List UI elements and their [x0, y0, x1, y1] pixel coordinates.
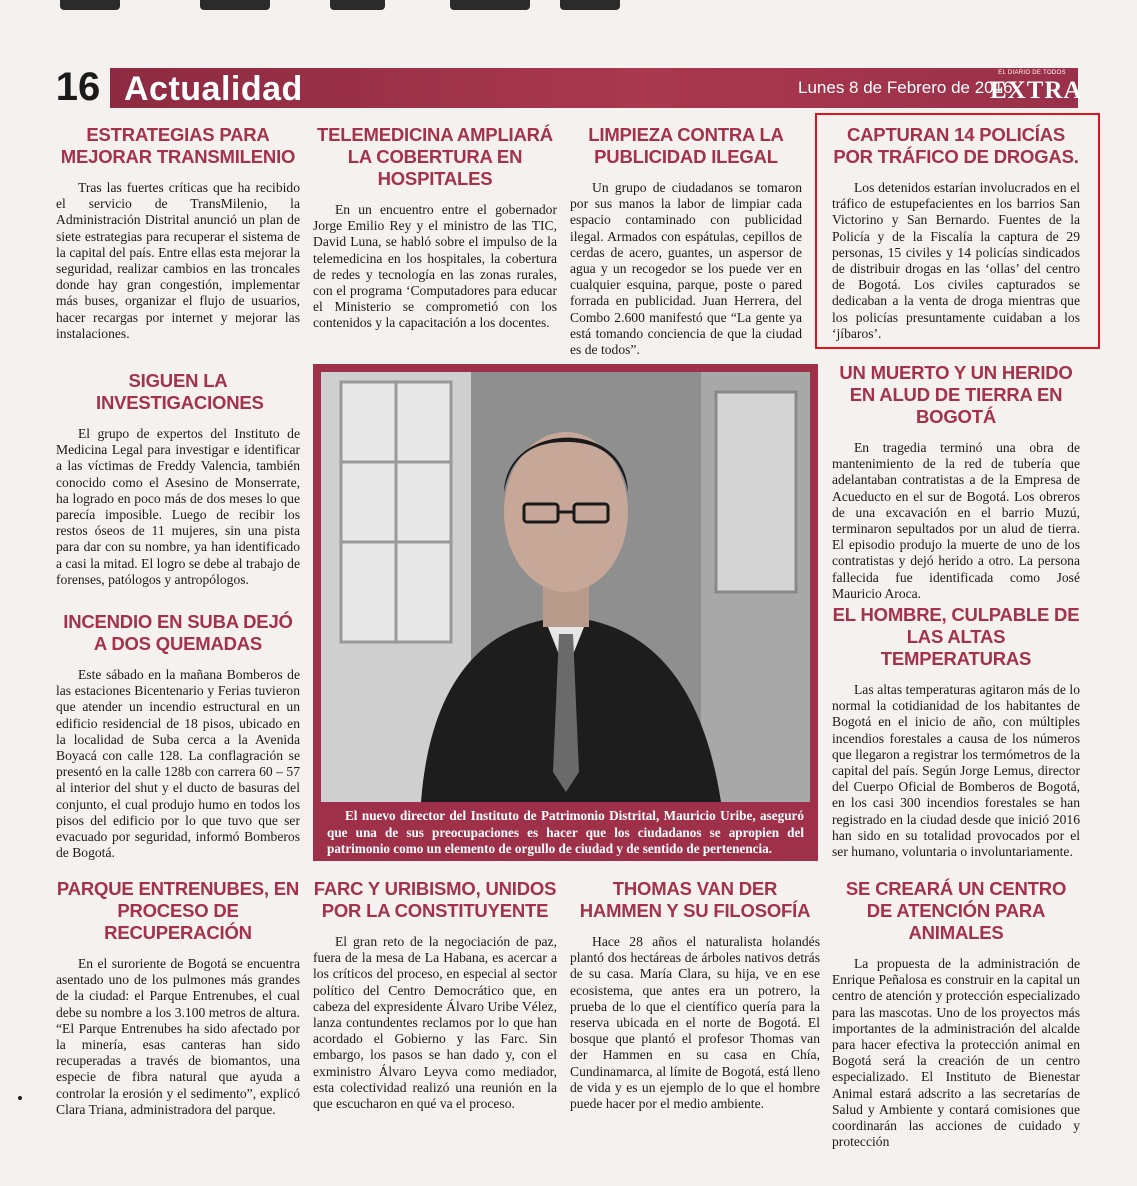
article-headline: CAPTURAN 14 POLICÍAS POR TRÁFICO DE DROGAS. [833, 124, 1079, 167]
article-body: En tragedia terminó una obra de mantenimiento de la red de tubería que adelantaban contratistas a de la Empresa de Acueducto en el sur de Bogotá. Los obreros de una excavación en el barrio Muzú, terminaron sepultados por un alud de tierra. El episodio produjo la muerte de uno de los contratistas y dejó herido a otro. La persona fallecida fue identificada como José Mauricio Aroca. [832, 440, 1080, 601]
portrait-illustration [321, 372, 810, 802]
scan-artifact [18, 1096, 22, 1100]
article-body: En el suroriente de Bogotá se encuentra asentado uno de los pulmones más grandes de la ciudad: el Parque Entrenubes, el cual debe su nombre a los 3.100 metros de altura. “El Parque Entrenubes ha sido afectado por la minería, esas canteras han sido recuperadas a través de biomantos, una especie de fibra natural que ayuda a controlar la erosión y el sedimento”, explicó Clara Triana, administradora del parque. [56, 956, 300, 1117]
article-farc [313, 878, 557, 1112]
logo-tagline: EL DIARIO DE TODOS [998, 70, 1066, 76]
article-body: La propuesta de la administración de Enrique Peñalosa es construir en la capital un centro de atención y protección especializado para las mascotas. Uno de los proyectos más importantes de la administración del alcalde para hacer efectiva la protección animal en Bogotá será la creación de un centro especializado. El Instituto de Bienestar Animal estará adscrito a las secretarías de Salud y Ambiente y contará comisiones que coordinarán las acciones de cuidado y protección [832, 956, 1080, 1150]
article-headline: FARC Y URIBISMO, UNIDOS POR LA CONSTITUYENTE [313, 878, 557, 921]
article-headline: SIGUEN LA INVESTIGACIONES [96, 370, 264, 413]
article-body: Tras las fuertes críticas que ha recibido el servicio de TransMilenio, la Administración Distrital anunció un plan de siete estrategias para recuperar el sistema de la capital del país. Entre ellas esta mejorar la seguridad, realizar cambios en las troncales donde hay gran congestión, implementar más buses, organizar el flujo de usuarios, hacer recargas por internet y mejorar las instalaciones. [56, 180, 300, 341]
article-headline: THOMAS VAN DER HAMMEN Y SU FILOSOFÍA [579, 878, 811, 921]
article-headline: PARQUE ENTRENUBES, EN PROCESO DE RECUPERACIÓN [56, 878, 300, 943]
feature-photo-frame [313, 364, 818, 861]
section-title: Actualidad [124, 70, 303, 108]
article-vanderhammen [570, 878, 820, 1112]
article-headline: SE CREARÁ UN CENTRO DE ATENCIÓN PARA ANIMALES [845, 878, 1067, 943]
top-page-scrap [0, 0, 1137, 18]
article-headline: UN MUERTO Y UN HERIDO EN ALUD DE TIERRA EN BOGOTÁ [839, 362, 1073, 427]
article-headline: LIMPIEZA CONTRA LA PUBLICIDAD ILEGAL [588, 124, 784, 167]
issue-date: Lunes 8 de Febrero de 2016 [798, 78, 1013, 97]
article-body: Un grupo de ciudadanos se tomaron por sus manos la labor de limpiar cada espacio contaminado con publicidad ilegal. Armados con espátulas, cepillos de cerdas de acero, guantes, un aspersor de agua y un recogedor se los puede ver en cualquier esquina, parque, poste o pared forrada en publicidad. Juan Herrera, del Combo 2.600 manifestó que “La gente ya está tomando conciencia de que la ciudad es de todos”. [570, 180, 802, 358]
section-bar [110, 68, 1083, 108]
article-entrenubes [56, 878, 300, 1118]
article-animales [832, 878, 1080, 1150]
page-header [50, 64, 1083, 110]
article-policias [832, 124, 1080, 342]
page-number: 16 [55, 65, 101, 109]
logo-name: EXTRA [990, 77, 1083, 104]
article-headline: TELEMEDICINA AMPLIARÁ LA COBERTURA EN HOSPITALES [317, 124, 553, 189]
article-temperaturas [832, 604, 1080, 860]
photo-caption: El nuevo director del Instituto de Patrimonio Distrital, Mauricio Uribe, aseguró que una de sus preocupaciones es hacer que los ciudadanos se apropien del patrimonio como un elemento de orgullo de ciudad y de sentido de pertenencia. [327, 808, 804, 857]
article-body: Las altas temperaturas agitaron más de lo normal la cotidianidad de los habitantes de Bogotá en el inicio de año, con múltiples incendios forestales a causa de los números que llegaron a registrar los termómetros de la capital del país. Según Jorge Lemus, director del Cuerpo Oficial de Bomberos de Bogotá, en los casi 300 incendios forestales se han registrado en la ciudad desde que inició 2016 han sido en su totalidad provocados por el ser humano, voluntaria o involuntariamente. [832, 682, 1080, 860]
article-investigaciones [56, 370, 300, 588]
article-headline: INCENDIO EN SUBA DEJÓ A DOS QUEMADAS [63, 611, 293, 654]
newspaper-logo [990, 70, 1083, 106]
article-alud [832, 362, 1080, 602]
article-body: Hace 28 años el naturalista holandés plantó dos hectáreas de árboles nativos detrás de su casa. María Clara, su hija, ve en ese ecosistema, que antes era un potrero, la prueba de lo que el científico quería para la reserva ubicada en el norte de Bogotá. El bosque que plantó el profesor Thomas van der Hammen en su casa en Chía, Cundinamarca, al límite de Bogotá, está lleno de vida y es un ejemplo de lo que el hombre puede hacer por el medio ambiente. [570, 934, 820, 1112]
article-body: Este sábado en la mañana Bomberos de las estaciones Bicentenario y Ferias tuvieron que atender un incendio estructural en un edificio residencial de 18 pisos, ubicado en la localidad de Suba cerca a la Avenida Boyacá con calle 128. La conflagración se presentó en la calle 128b con carrera 60 – 57 al interior del shut y el ducto de basuras del conjunto, el cual produjo humo en todos los pisos del edificio por lo que tuvo que ser evacuado por seguridad, informó Bomberos de Bogotá. [56, 667, 300, 861]
portrait-photo [321, 372, 810, 802]
article-body: En un encuentro entre el gobernador Jorge Emilio Rey y el ministro de las TIC, David Luna, se habló sobre el impulso de la telemedicina en los hospitales, la cobertura de redes y tecnología en las zonas rurales, con el programa ‘Computadores para educar el Ministerio se comprometió con los contenidos y la capacitación a los docentes. [313, 202, 557, 331]
article-incendio-suba [56, 611, 300, 861]
article-headline: EL HOMBRE, CULPABLE DE LAS ALTAS TEMPERATURAS [832, 604, 1080, 669]
article-transmilenio [56, 124, 300, 342]
article-body: El gran reto de la negociación de paz, fuera de la mesa de La Habana, es acercar a los críticos del proceso, en especial al sector político del Centro Democrático que, en cabeza del expresidente Álvaro Uribe Vélez, lanza contundentes reclamos por lo que han acordado el Gobierno y las Farc. Sin embargo, los pasos se han dado y, con el exministro Álvaro Leyva como mediador, esta colectividad realizó una reunión en la que escucharon en qué va el proceso. [313, 934, 557, 1112]
article-headline: ESTRATEGIAS PARA MEJORAR TRANSMILENIO [60, 124, 296, 167]
article-body: El grupo de expertos del Instituto de Medicina Legal para investigar e identificar a las víctimas de Freddy Valencia, también conocido como el Asesino de Monserrate, ha logrado en poco más de dos meses lo que parecía imposible. Luego de recibir los restos óseos de 11 mujeres, sin una pista para dar con su nombre, ya han identificado a casi la mitad. El logro se debe al trabajo de forenses, patólogos y antropólogos. [56, 426, 300, 587]
article-body: Los detenidos estarían involucrados en el tráfico de estupefacientes en los barrios San Victorino y San Bernardo. Fuentes de la Policía y de la Fiscalía la captura de 29 personas, 15 civiles y 14 policías sindicados de distribuir drogas en las ‘ollas’ del centro de Bogotá. Los civiles capturados se dedicaban a la venta de droga mientras que los policías presuntamente cuidaban a los ‘jíbaros’. [832, 180, 1080, 341]
article-limpieza [570, 124, 802, 358]
article-telemedicina [313, 124, 557, 332]
